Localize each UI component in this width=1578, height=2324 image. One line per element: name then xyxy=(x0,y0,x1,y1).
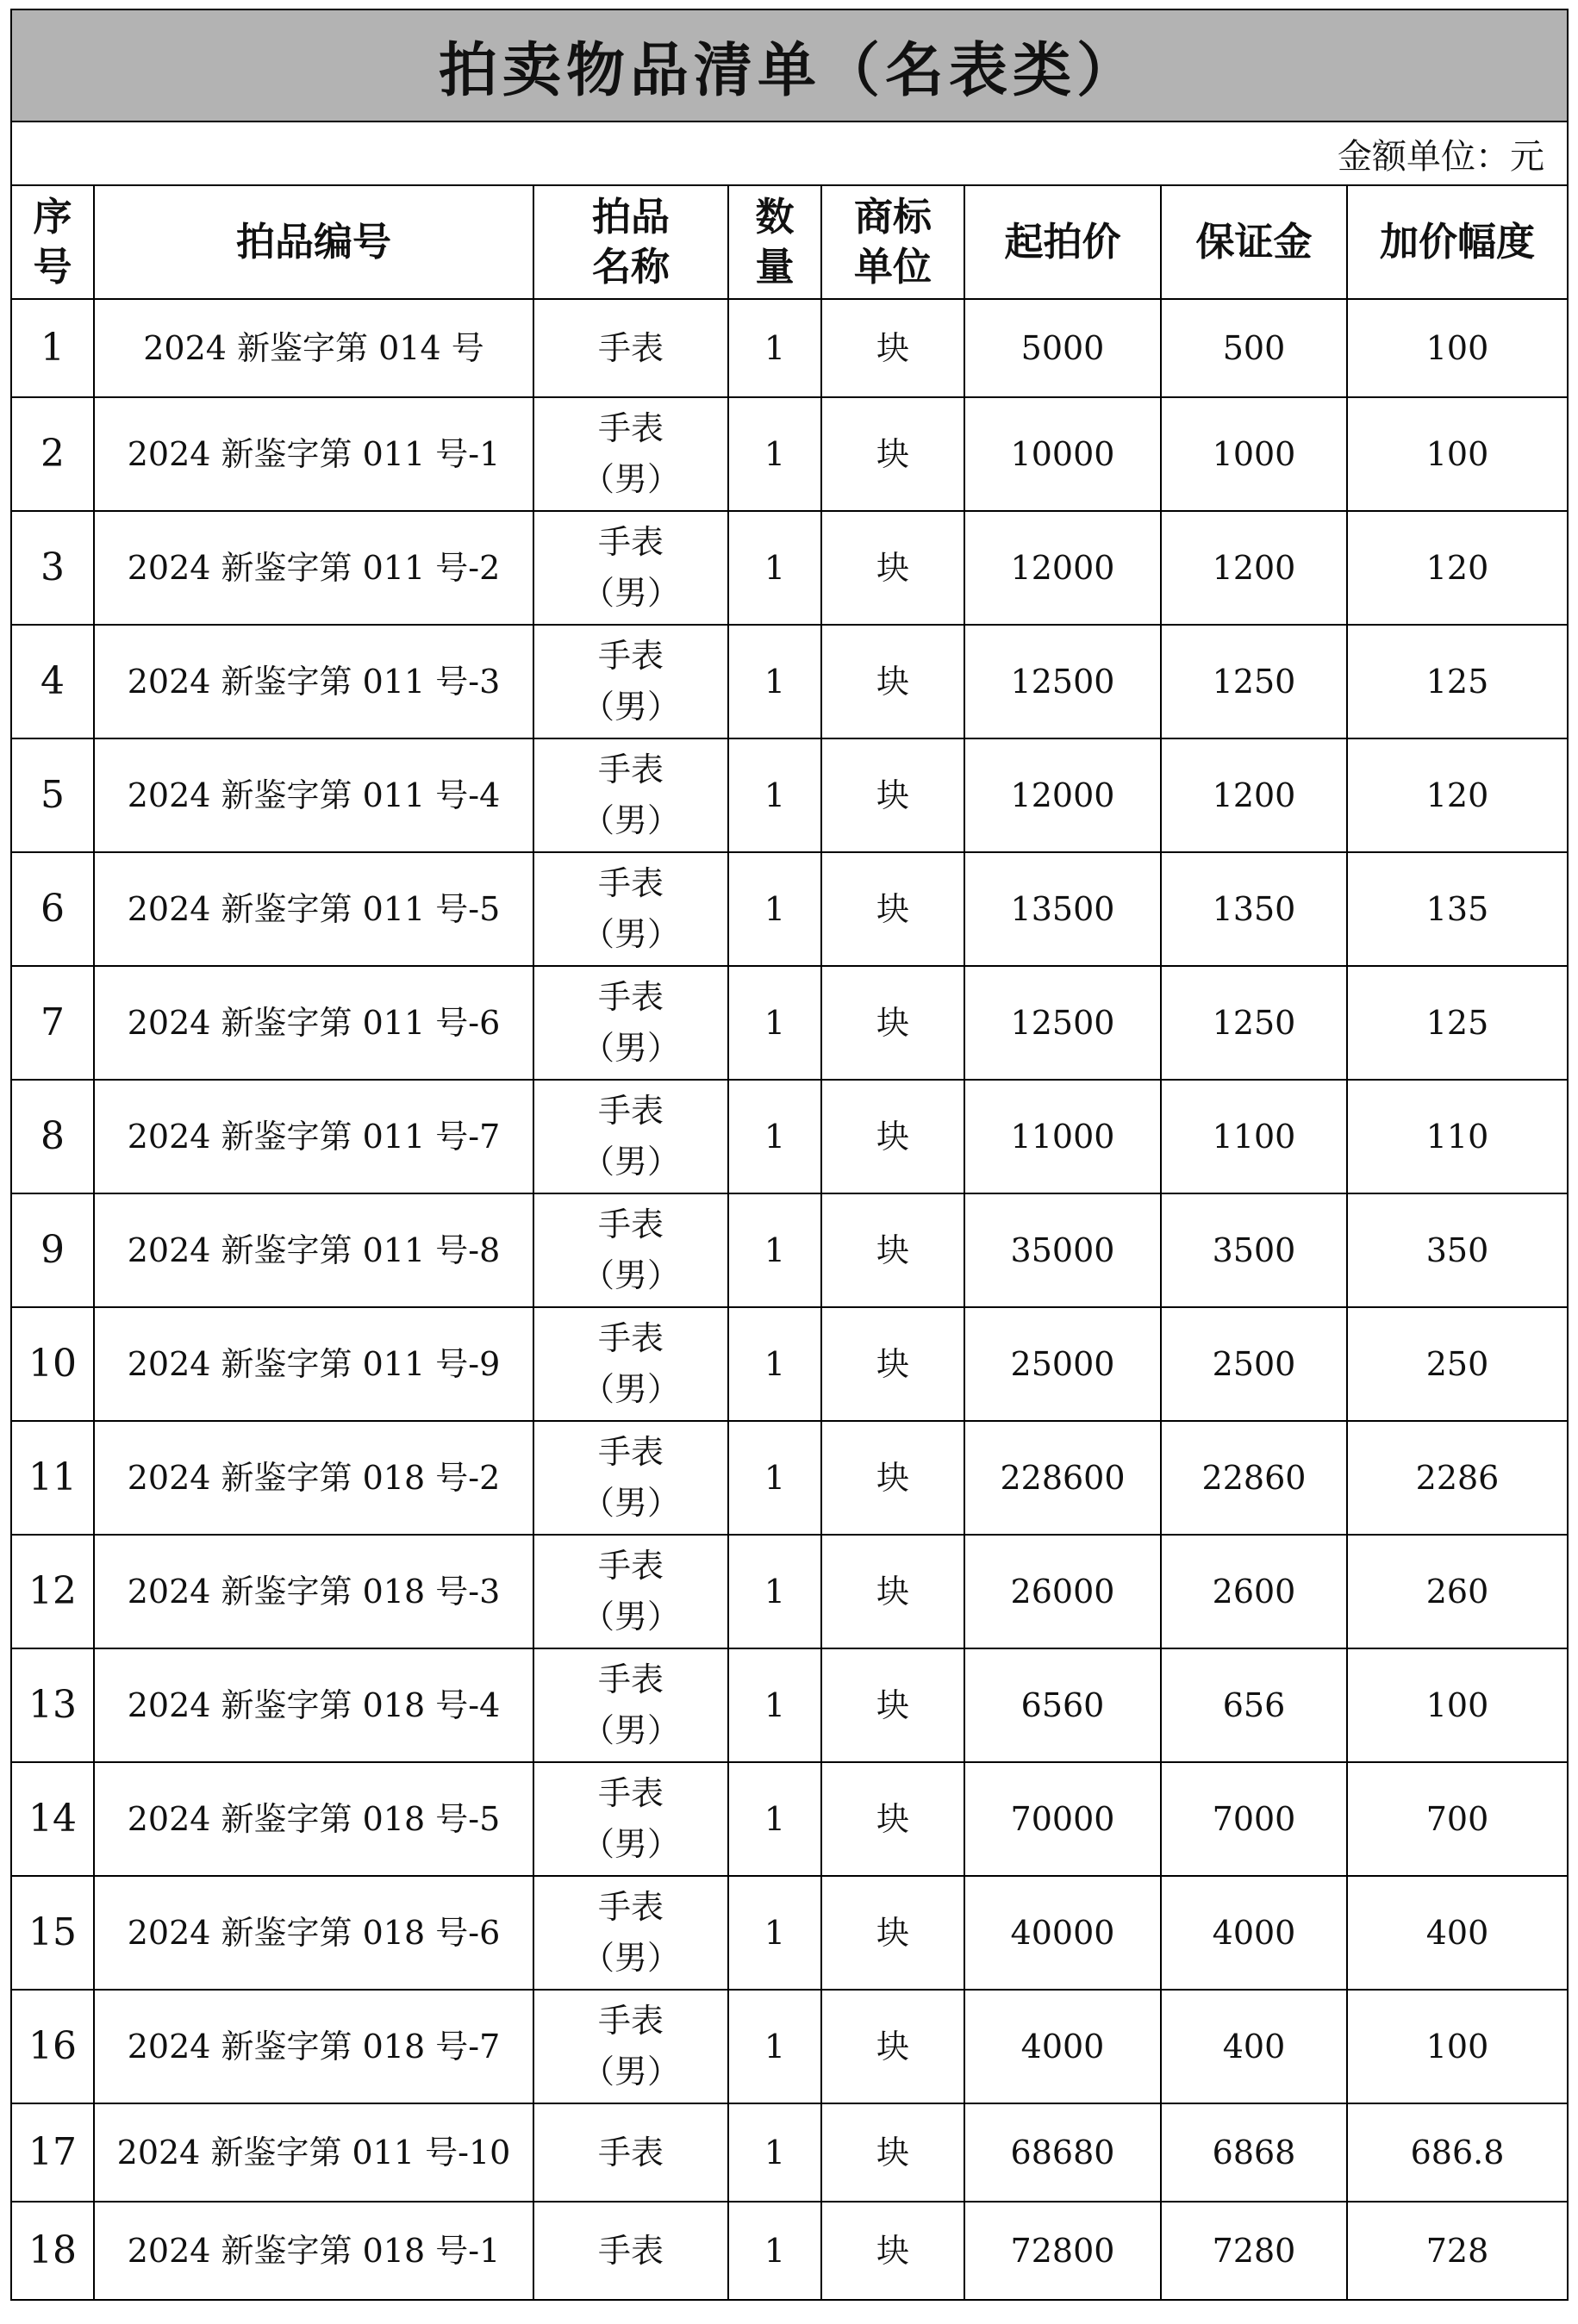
cell-index: 3 xyxy=(11,511,94,625)
cell-start-price: 12000 xyxy=(964,738,1161,852)
table-row xyxy=(11,852,1568,966)
cell-name-line: 手表 xyxy=(597,1660,664,1699)
cell-start-price: 68680 xyxy=(964,2103,1161,2202)
table-row xyxy=(11,1193,1568,1307)
cell-start-price: 40000 xyxy=(964,1876,1161,1990)
cell-name xyxy=(533,1080,728,1193)
cell-deposit: 500 xyxy=(1161,299,1347,397)
cell-deposit: 1100 xyxy=(1161,1080,1347,1193)
cell-start-price: 5000 xyxy=(964,299,1161,397)
cell-increment: 120 xyxy=(1347,511,1568,625)
cell-increment: 125 xyxy=(1347,625,1568,738)
cell-name-line: 手表 xyxy=(597,523,664,562)
cell-name-line: （男） xyxy=(581,1939,680,1977)
table-row xyxy=(11,1990,1568,2103)
cell-name xyxy=(533,397,728,511)
cell-lot-no: 2024 新鉴字第 011 号-6 xyxy=(94,966,533,1080)
cell-name-line: （男） xyxy=(581,1370,680,1408)
cell-deposit: 22860 xyxy=(1161,1421,1347,1535)
cell-unit: 块 xyxy=(821,1648,964,1762)
cell-start-price: 10000 xyxy=(964,397,1161,511)
cell-unit: 块 xyxy=(821,1307,964,1421)
cell-start-price: 228600 xyxy=(964,1421,1161,1535)
cell-name-line: （男） xyxy=(581,1143,680,1181)
cell-lot-no: 2024 新鉴字第 018 号-4 xyxy=(94,1648,533,1762)
cell-increment: 100 xyxy=(1347,299,1568,397)
cell-deposit: 7000 xyxy=(1161,1762,1347,1876)
table-row xyxy=(11,397,1568,511)
cell-unit: 块 xyxy=(821,1535,964,1648)
table-row xyxy=(11,625,1568,738)
cell-increment: 2286 xyxy=(1347,1421,1568,1535)
cell-name-line: （男） xyxy=(581,574,680,612)
cell-index: 11 xyxy=(11,1421,94,1535)
cell-unit: 块 xyxy=(821,299,964,397)
cell-lot-no: 2024 新鉴字第 011 号-7 xyxy=(94,1080,533,1193)
cell-deposit: 4000 xyxy=(1161,1876,1347,1990)
sheet-title: 拍卖物品清单（名表类） xyxy=(11,9,1568,121)
cell-lot-no: 2024 新鉴字第 011 号-5 xyxy=(94,852,533,966)
cell-name-line: 手表 xyxy=(597,751,664,789)
cell-index: 1 xyxy=(11,299,94,397)
cell-lot-no: 2024 新鉴字第 011 号-2 xyxy=(94,511,533,625)
cell-unit: 块 xyxy=(821,2202,964,2300)
cell-unit: 块 xyxy=(821,738,964,852)
cell-unit: 块 xyxy=(821,397,964,511)
cell-unit: 块 xyxy=(821,966,964,1080)
cell-name xyxy=(533,1876,728,1990)
cell-name-line: 手表 xyxy=(597,1547,664,1586)
cell-name-line: （男） xyxy=(581,1256,680,1294)
cell-unit: 块 xyxy=(821,1193,964,1307)
table-row xyxy=(11,2202,1568,2300)
table-row xyxy=(11,299,1568,397)
cell-index: 10 xyxy=(11,1307,94,1421)
cell-qty: 1 xyxy=(728,966,821,1080)
cell-deposit: 6868 xyxy=(1161,2103,1347,2202)
cell-name xyxy=(533,625,728,738)
cell-name-line: （男） xyxy=(581,801,680,839)
cell-name xyxy=(533,1421,728,1535)
table-row xyxy=(11,1421,1568,1535)
cell-index: 12 xyxy=(11,1535,94,1648)
cell-increment: 125 xyxy=(1347,966,1568,1080)
cell-name-line: （男） xyxy=(581,2053,680,2090)
cell-deposit: 1350 xyxy=(1161,852,1347,966)
cell-start-price: 26000 xyxy=(964,1535,1161,1648)
cell-start-price: 11000 xyxy=(964,1080,1161,1193)
cell-increment: 260 xyxy=(1347,1535,1568,1648)
cell-name-line: 手表 xyxy=(597,1092,664,1131)
cell-qty: 1 xyxy=(728,625,821,738)
cell-deposit: 1200 xyxy=(1161,511,1347,625)
cell-name-line: （男） xyxy=(581,688,680,726)
header-unit-line1: 商标 xyxy=(853,193,932,240)
cell-lot-no: 2024 新鉴字第 011 号-8 xyxy=(94,1193,533,1307)
cell-increment: 100 xyxy=(1347,1648,1568,1762)
cell-unit: 块 xyxy=(821,1876,964,1990)
table-row xyxy=(11,1648,1568,1762)
cell-index: 8 xyxy=(11,1080,94,1193)
cell-name-line: 手表 xyxy=(597,2231,664,2270)
cell-start-price: 13500 xyxy=(964,852,1161,966)
cell-name-line: 手表 xyxy=(597,1888,664,1927)
cell-deposit: 7280 xyxy=(1161,2202,1347,2300)
cell-start-price: 35000 xyxy=(964,1193,1161,1307)
cell-lot-no: 2024 新鉴字第 011 号-10 xyxy=(94,2103,533,2202)
cell-index: 17 xyxy=(11,2103,94,2202)
cell-name-line: 手表 xyxy=(597,409,664,448)
cell-increment: 100 xyxy=(1347,1990,1568,2103)
cell-start-price: 12000 xyxy=(964,511,1161,625)
cell-name-line: 手表 xyxy=(597,978,664,1017)
cell-name-line: （男） xyxy=(581,915,680,953)
header-name-line1: 拍品 xyxy=(591,193,670,240)
cell-name-line: 手表 xyxy=(597,1206,664,1244)
cell-name xyxy=(533,1990,728,2103)
cell-increment: 350 xyxy=(1347,1193,1568,1307)
cell-qty: 1 xyxy=(728,1307,821,1421)
table-row xyxy=(11,966,1568,1080)
cell-lot-no: 2024 新鉴字第 011 号-4 xyxy=(94,738,533,852)
cell-lot-no: 2024 新鉴字第 018 号-7 xyxy=(94,1990,533,2103)
header-lot-no: 拍品编号 xyxy=(94,185,533,299)
header-row xyxy=(11,185,1568,299)
cell-qty: 1 xyxy=(728,1535,821,1648)
table-row xyxy=(11,1876,1568,1990)
cell-lot-no: 2024 新鉴字第 011 号-1 xyxy=(94,397,533,511)
header-name-line2: 名称 xyxy=(591,244,670,290)
cell-deposit: 3500 xyxy=(1161,1193,1347,1307)
cell-qty: 1 xyxy=(728,1876,821,1990)
cell-name-line: 手表 xyxy=(597,1319,664,1358)
cell-qty: 1 xyxy=(728,1080,821,1193)
cell-name xyxy=(533,511,728,625)
cell-qty: 1 xyxy=(728,511,821,625)
auction-list-sheet xyxy=(10,9,1567,2301)
cell-lot-no: 2024 新鉴字第 018 号-1 xyxy=(94,2202,533,2300)
cell-start-price: 12500 xyxy=(964,625,1161,738)
header-unit xyxy=(821,185,964,299)
cell-name-line: 手表 xyxy=(597,2133,664,2171)
cell-index: 14 xyxy=(11,1762,94,1876)
cell-unit: 块 xyxy=(821,1080,964,1193)
auction-table xyxy=(10,9,1569,2301)
cell-name xyxy=(533,1762,728,1876)
cell-start-price: 4000 xyxy=(964,1990,1161,2103)
cell-increment: 250 xyxy=(1347,1307,1568,1421)
cell-unit: 块 xyxy=(821,2103,964,2202)
cell-unit: 块 xyxy=(821,1421,964,1535)
cell-name xyxy=(533,966,728,1080)
cell-start-price: 6560 xyxy=(964,1648,1161,1762)
cell-index: 7 xyxy=(11,966,94,1080)
cell-start-price: 70000 xyxy=(964,1762,1161,1876)
cell-index: 5 xyxy=(11,738,94,852)
cell-deposit: 400 xyxy=(1161,1990,1347,2103)
table-row xyxy=(11,738,1568,852)
cell-qty: 1 xyxy=(728,1648,821,1762)
cell-unit: 块 xyxy=(821,852,964,966)
table-row xyxy=(11,1535,1568,1648)
header-qty-line1: 数 xyxy=(755,193,795,240)
cell-index: 2 xyxy=(11,397,94,511)
cell-name-line: （男） xyxy=(581,1825,680,1863)
cell-deposit: 656 xyxy=(1161,1648,1347,1762)
table-row xyxy=(11,1307,1568,1421)
cell-name xyxy=(533,1193,728,1307)
cell-index: 16 xyxy=(11,1990,94,2103)
cell-index: 4 xyxy=(11,625,94,738)
cell-name-line: （男） xyxy=(581,1029,680,1067)
cell-name-line: （男） xyxy=(581,460,680,498)
cell-qty: 1 xyxy=(728,2103,821,2202)
cell-name-line: 手表 xyxy=(597,1433,664,1472)
cell-name xyxy=(533,2202,728,2300)
cell-increment: 110 xyxy=(1347,1080,1568,1193)
header-index-line1: 序 xyxy=(33,193,72,240)
cell-qty: 1 xyxy=(728,852,821,966)
cell-lot-no: 2024 新鉴字第 018 号-3 xyxy=(94,1535,533,1648)
cell-qty: 1 xyxy=(728,738,821,852)
cell-increment: 135 xyxy=(1347,852,1568,966)
header-name xyxy=(533,185,728,299)
cell-name xyxy=(533,738,728,852)
header-index xyxy=(11,185,94,299)
cell-unit: 块 xyxy=(821,1990,964,2103)
cell-increment: 728 xyxy=(1347,2202,1568,2300)
cell-name-line: 手表 xyxy=(597,637,664,676)
cell-unit: 块 xyxy=(821,511,964,625)
cell-index: 13 xyxy=(11,1648,94,1762)
cell-qty: 1 xyxy=(728,1421,821,1535)
cell-index: 18 xyxy=(11,2202,94,2300)
cell-name xyxy=(533,299,728,397)
cell-deposit: 1250 xyxy=(1161,625,1347,738)
header-deposit: 保证金 xyxy=(1161,185,1347,299)
cell-lot-no: 2024 新鉴字第 014 号 xyxy=(94,299,533,397)
cell-deposit: 1000 xyxy=(1161,397,1347,511)
cell-increment: 686.8 xyxy=(1347,2103,1568,2202)
cell-increment: 120 xyxy=(1347,738,1568,852)
cell-deposit: 1200 xyxy=(1161,738,1347,852)
cell-qty: 1 xyxy=(728,299,821,397)
header-qty xyxy=(728,185,821,299)
table-row xyxy=(11,1762,1568,1876)
cell-unit: 块 xyxy=(821,625,964,738)
cell-name-line: 手表 xyxy=(597,1774,664,1813)
table-row xyxy=(11,511,1568,625)
cell-qty: 1 xyxy=(728,1193,821,1307)
table-row xyxy=(11,2103,1568,2202)
cell-name xyxy=(533,1648,728,1762)
cell-name-line: 手表 xyxy=(597,328,664,367)
cell-qty: 1 xyxy=(728,1762,821,1876)
cell-lot-no: 2024 新鉴字第 011 号-9 xyxy=(94,1307,533,1421)
cell-index: 9 xyxy=(11,1193,94,1307)
cell-increment: 700 xyxy=(1347,1762,1568,1876)
cell-deposit: 2500 xyxy=(1161,1307,1347,1421)
cell-lot-no: 2024 新鉴字第 011 号-3 xyxy=(94,625,533,738)
cell-lot-no: 2024 新鉴字第 018 号-5 xyxy=(94,1762,533,1876)
cell-name-line: （男） xyxy=(581,1484,680,1522)
cell-increment: 100 xyxy=(1347,397,1568,511)
cell-qty: 1 xyxy=(728,397,821,511)
header-qty-line2: 量 xyxy=(755,244,795,290)
currency-unit-note: 金额单位：元 xyxy=(11,121,1568,185)
cell-start-price: 12500 xyxy=(964,966,1161,1080)
cell-increment: 400 xyxy=(1347,1876,1568,1990)
cell-lot-no: 2024 新鉴字第 018 号-6 xyxy=(94,1876,533,1990)
cell-qty: 1 xyxy=(728,1990,821,2103)
cell-name-line: （男） xyxy=(581,1598,680,1636)
cell-name-line: （男） xyxy=(581,1711,680,1749)
header-unit-line2: 单位 xyxy=(853,244,932,290)
cell-index: 6 xyxy=(11,852,94,966)
cell-name xyxy=(533,1535,728,1648)
cell-name xyxy=(533,2103,728,2202)
cell-name-line: 手表 xyxy=(597,864,664,903)
cell-start-price: 25000 xyxy=(964,1307,1161,1421)
cell-name-line: 手表 xyxy=(597,2002,664,2041)
cell-unit: 块 xyxy=(821,1762,964,1876)
cell-name xyxy=(533,852,728,966)
header-increment: 加价幅度 xyxy=(1347,185,1568,299)
cell-deposit: 2600 xyxy=(1161,1535,1347,1648)
cell-lot-no: 2024 新鉴字第 018 号-2 xyxy=(94,1421,533,1535)
table-row xyxy=(11,1080,1568,1193)
cell-deposit: 1250 xyxy=(1161,966,1347,1080)
cell-start-price: 72800 xyxy=(964,2202,1161,2300)
header-start-price: 起拍价 xyxy=(964,185,1161,299)
cell-name xyxy=(533,1307,728,1421)
header-index-line2: 号 xyxy=(33,244,72,290)
cell-index: 15 xyxy=(11,1876,94,1990)
cell-qty: 1 xyxy=(728,2202,821,2300)
